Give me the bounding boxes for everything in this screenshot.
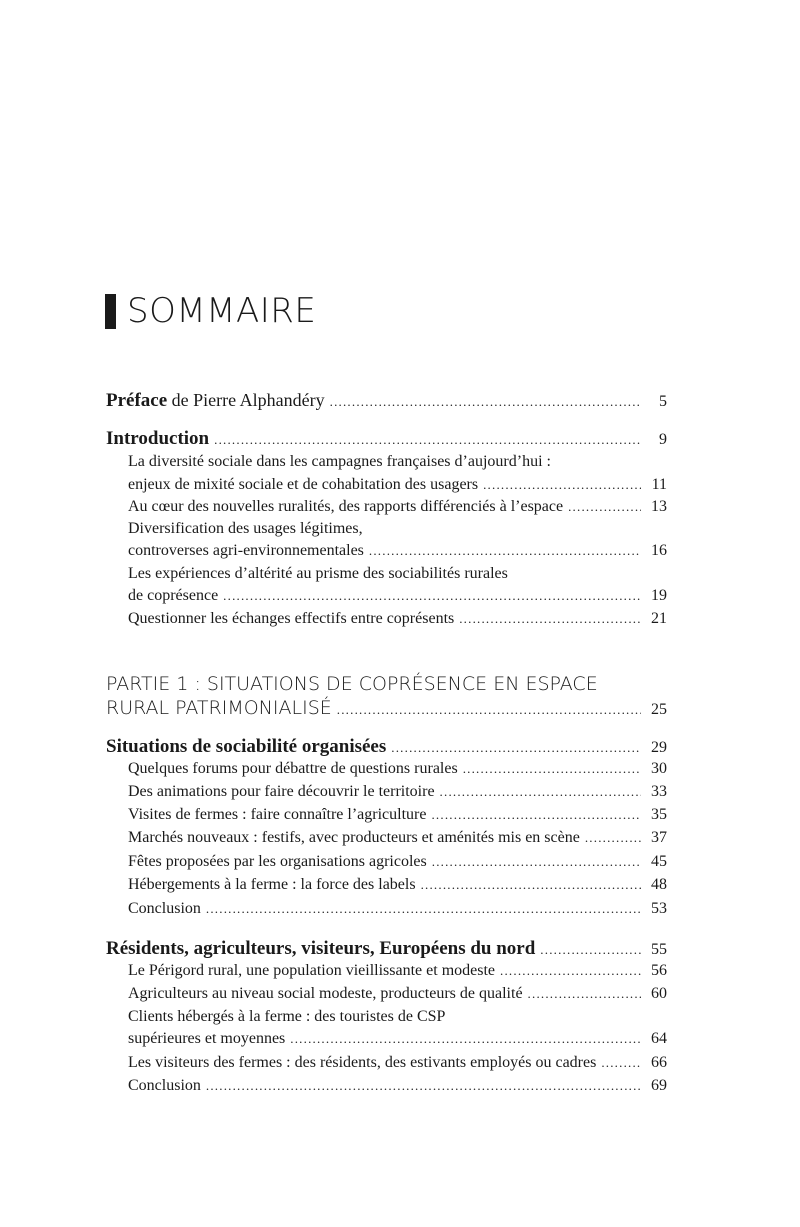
page-number: 11 xyxy=(651,476,667,493)
preface-title: Préface xyxy=(106,390,168,411)
dot-leader xyxy=(500,963,641,979)
chapter-1-title: Situations de sociabilité organisées xyxy=(106,736,387,757)
toc-entry-ch1-5[interactable] xyxy=(0,853,800,871)
intro-item-3-line1: Diversification des usages légitimes, xyxy=(128,520,363,537)
dot-leader xyxy=(432,854,641,870)
intro-item-2-text: Au cœur des nouvelles ruralités, des rapports différenciés à l’espace xyxy=(128,498,564,515)
page-number: 19 xyxy=(651,587,667,604)
page-number: 30 xyxy=(651,760,667,777)
chapter-2-title: Résidents, agriculteurs, visiteurs, Européens du nord xyxy=(106,938,536,959)
page-number: 13 xyxy=(651,498,667,515)
toc-entry-intro-5[interactable] xyxy=(0,610,800,628)
toc-entry-ch2-1[interactable] xyxy=(0,962,800,980)
preface-author: de Pierre Alphandéry xyxy=(167,390,325,410)
intro-item-1-line2: enjeux de mixité sociale et de cohabitation des usagers xyxy=(128,476,479,493)
page-number: 60 xyxy=(651,985,667,1002)
toc-entry-ch1-6[interactable] xyxy=(0,876,800,894)
toc-entry-intro-3[interactable] xyxy=(0,542,800,560)
ch1-item-text: Visites de fermes : faire connaître l’agriculture xyxy=(128,806,427,823)
page-number: 37 xyxy=(651,829,667,846)
introduction-title: Introduction xyxy=(106,428,210,449)
page-title-text: SOMMAIRE xyxy=(127,291,317,331)
dot-leader xyxy=(206,901,641,917)
dot-leader xyxy=(431,807,641,823)
dot-leader xyxy=(337,702,641,718)
page-number: 29 xyxy=(651,739,667,756)
dot-leader xyxy=(568,499,641,515)
toc-entry-ch2-5[interactable] xyxy=(0,1077,800,1095)
partie-1-line2: RURAL PATRIMONIALISÉ xyxy=(106,697,332,719)
toc-entry-ch1-1[interactable] xyxy=(0,760,800,778)
dot-leader xyxy=(391,740,641,756)
intro-item-5-text: Questionner les échanges effectifs entre coprésents xyxy=(128,610,455,627)
ch2-item-text: Conclusion xyxy=(128,1077,201,1094)
dot-leader xyxy=(440,784,641,800)
page-number: 25 xyxy=(651,701,667,718)
ch1-item-text: Hébergements à la ferme : la force des labels xyxy=(128,876,416,893)
toc-entry-ch2-4[interactable] xyxy=(0,1054,800,1072)
dot-leader xyxy=(369,543,641,559)
toc-entry-ch2-2[interactable] xyxy=(0,985,800,1003)
ch2-item-text: Les visiteurs des fermes : des résidents, des estivants employés ou cadres xyxy=(128,1054,597,1071)
toc-entry-introduction[interactable] xyxy=(0,428,800,450)
ch1-item-text: Conclusion xyxy=(128,900,201,917)
partie-1-line1: PARTIE 1 : SITUATIONS DE COPRÉSENCE EN ESPACE xyxy=(106,673,598,695)
toc-entry-intro-1[interactable] xyxy=(0,476,800,494)
page-number: 66 xyxy=(651,1054,667,1071)
dot-leader xyxy=(206,1078,641,1094)
ch1-item-text: Marchés nouveaux : festifs, avec producteurs et aménités mis en scène xyxy=(128,829,580,846)
ch2-item-text: supérieures et moyennes xyxy=(128,1030,286,1047)
ch1-item-text: Des animations pour faire découvrir le territoire xyxy=(128,783,435,800)
toc-entry-ch1-4[interactable] xyxy=(0,829,800,847)
intro-item-3-line2: controverses agri-environnementales xyxy=(128,542,364,559)
dot-leader xyxy=(421,877,641,893)
page-number: 21 xyxy=(651,610,667,627)
page-number: 48 xyxy=(651,876,667,893)
page-number: 33 xyxy=(651,783,667,800)
page-number: 56 xyxy=(651,962,667,979)
page-number: 69 xyxy=(651,1077,667,1094)
ch2-item-3-line1: Clients hébergés à la ferme : des touristes de CSP xyxy=(128,1008,446,1025)
dot-leader xyxy=(290,1031,641,1047)
page-number: 5 xyxy=(659,393,667,410)
dot-leader xyxy=(223,588,641,604)
page-number: 64 xyxy=(651,1030,667,1047)
toc-entry-ch1-7[interactable] xyxy=(0,900,800,918)
intro-item-4-line1: Les expériences d’altérité au prisme des sociabilités rurales xyxy=(128,565,508,582)
ch1-item-text: Quelques forums pour débattre de questions rurales xyxy=(128,760,458,777)
page-number: 16 xyxy=(651,542,667,559)
toc-entry-intro-2[interactable] xyxy=(0,498,800,516)
toc-entry-intro-4[interactable] xyxy=(0,587,800,605)
page-number: 35 xyxy=(651,806,667,823)
dot-leader xyxy=(585,830,641,846)
toc-entry-preface[interactable] xyxy=(0,390,800,412)
dot-leader xyxy=(463,761,641,777)
toc-entry-ch1-3[interactable] xyxy=(0,806,800,824)
toc-entry-chapter-1[interactable] xyxy=(0,736,800,758)
page-number: 53 xyxy=(651,900,667,917)
toc-entry-ch2-3[interactable] xyxy=(0,1030,800,1048)
dot-leader xyxy=(459,611,641,627)
ch2-item-text: Le Périgord rural, une population vieillissante et modeste xyxy=(128,962,496,979)
dot-leader xyxy=(214,432,641,448)
page-number: 55 xyxy=(651,941,667,958)
toc-entry-ch1-2[interactable] xyxy=(0,783,800,801)
dot-leader xyxy=(330,394,641,410)
intro-item-4-line2: de coprésence xyxy=(128,587,219,604)
dot-leader xyxy=(540,942,641,958)
page-number: 45 xyxy=(651,853,667,870)
page-title xyxy=(105,286,316,336)
toc-entry-chapter-2[interactable] xyxy=(0,938,800,960)
toc-entry-partie-1[interactable] xyxy=(0,697,800,719)
ch1-item-text: Fêtes proposées par les organisations agricoles xyxy=(128,853,427,870)
ch2-item-text: Agriculteurs au niveau social modeste, producteurs de qualité xyxy=(128,985,523,1002)
dot-leader xyxy=(601,1055,641,1071)
dot-leader xyxy=(483,477,641,493)
title-marker-bar xyxy=(105,294,116,329)
dot-leader xyxy=(528,986,641,1002)
intro-item-1-line1: La diversité sociale dans les campagnes françaises d’aujourd’hui : xyxy=(128,453,551,470)
page-number: 9 xyxy=(659,431,667,448)
